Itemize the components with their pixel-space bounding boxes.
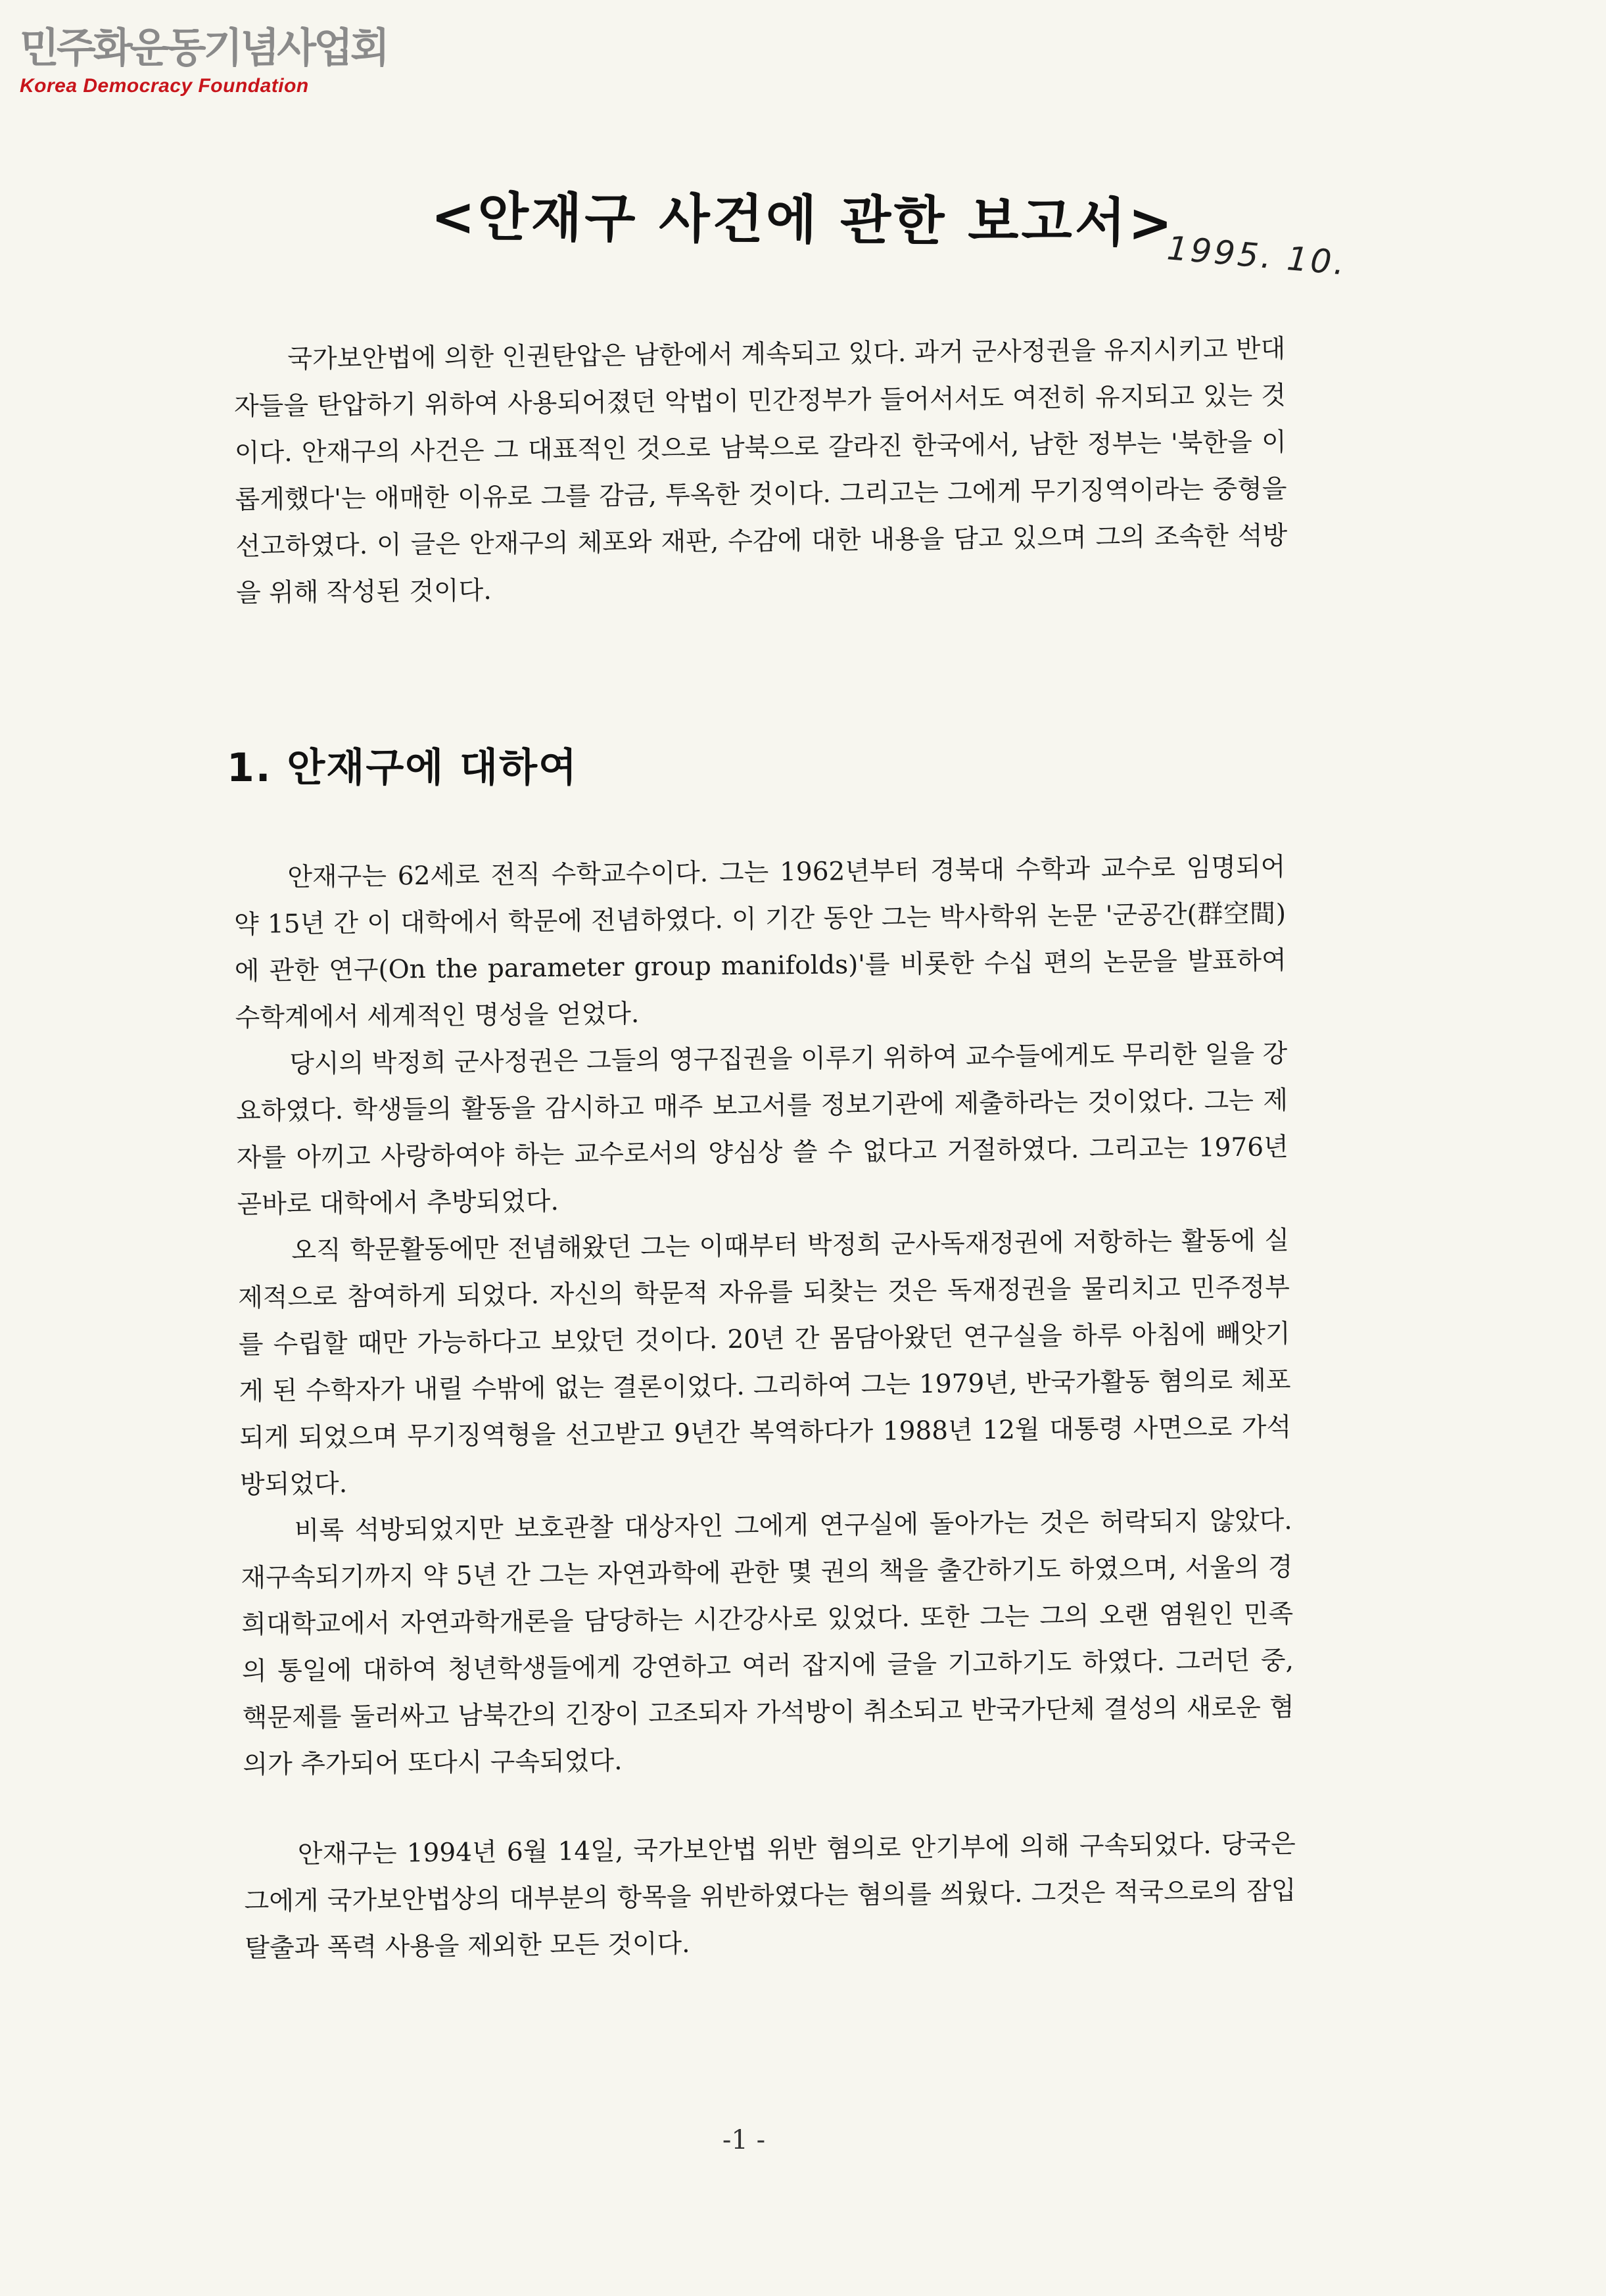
watermark-english: Korea Democracy Foundation <box>20 75 309 97</box>
page-number: -1 - <box>722 2125 766 2155</box>
intro-paragraph: 국가보안법에 의한 인권탄압은 남한에서 계속되고 있다. 과거 군사정권을 유지시키고 반대자들을 탄압하기 위하여 사용되어졌던 악법이 민간정부가 들어서서도 여전히 유지되고 있는 것이다. 안재구의 사건은 그 대표적인 것으로 남북으로 갈라진 한국에서, 남한 정부는 '북한을 이롭게했다'는 애매한 이유로 그를 감금, 투옥한 것이다. 그리고는 그에게 무기징역이라는 중형을 선고하였다. 이 글은 안재구의 체포와 재판, 수감에 대한 내용을 담고 있으며 그의 조속한 석방을 위해 작성된 것이다. <box>233 334 1288 608</box>
section-heading: 1. 안재구에 대하여 <box>227 745 579 791</box>
paragraph-3: 오직 학문활동에만 전념해왔던 그는 이때부터 박정희 군사독재정권에 저항하는 활동에 실제적으로 참여하게 되었다. 자신의 학문적 자유를 되찾는 것은 독재정권을 물리치고 민주정부를 수립할 때만 가능하다고 보았던 것이다. 20년 간 몸담아왔던 연구실을 하루 아침에 빼앗기게 된 수학자가 내릴 수밖에 없는 결론이었다. 그리하여 그는 1979년, 반국가활동 혐의로 체포되게 되었으며 무기징역형을 선고받고 9년간 복역하다가 1988년 12월 대통령 사면으로 가석방되었다. <box>237 1226 1292 1500</box>
paragraph-2: 당시의 박정희 군사정권은 그들의 영구집권을 이루기 위하여 교수들에게도 무리한 일을 강요하였다. 학생들의 활동을 감시하고 매주 보고서를 정보기관에 제출하라는 것이었다. 그는 제자를 아끼고 사랑하여야 하는 교수로서의 양심상 쓸 수 없다고 거절하였다. 그리고는 1976년 곧바로 대학에서 추방되었다. <box>235 1039 1288 1220</box>
section-body <box>233 844 1297 1972</box>
handwritten-date: 1995. 10. <box>1165 229 1349 283</box>
paragraph-1: 안재구는 62세로 전직 수학교수이다. 그는 1962년부터 경북대 수학과 교수로 임명되어 약 15년 간 이 대학에서 학문에 전념하였다. 이 기간 동안 그는 박사학위 논문 '군공간(群空間)에 관한 연구(On the parameter group manifolds)'를 비롯한 수십 편의 논문을 발표하여 수학계에서 세계적인 명성을 얻었다. <box>233 852 1287 1033</box>
document-title: <안재구 사건에 관한 보고서> <box>431 186 1175 254</box>
paragraph-4: 비록 석방되었지만 보호관찰 대상자인 그에게 연구실에 돌아가는 것은 허락되지 않았다. 재구속되기까지 약 5년 간 그는 자연과학에 관한 몇 권의 책을 출간하기도 하였으며, 서울의 경희대학교에서 자연과학개론을 담당하는 시간강사로 있었다. 또한 그는 그의 오랜 염원인 민족의 통일에 대하여 청년학생들에게 강연하고 여러 잡지에 글을 기고하기도 하였다. 그러던 중, 핵문제를 둘러싸고 남북간의 긴장이 고조되자 가석방이 취소되고 반국가단체 결성의 새로운 혐의가 추가되어 또다시 구속되었다. <box>241 1506 1294 1780</box>
watermark-korean: 민주화운동기념사업회 <box>20 24 387 72</box>
intro-block <box>233 325 1288 617</box>
paragraph-5: 안재구는 1994년 6월 14일, 국가보안법 위반 혐의로 안기부에 의해 구속되었다. 당국은 그에게 국가보안법상의 대부분의 항목을 위반하였다는 혐의를 씌웠다. 그것은 적국으로의 잠입 탈출과 폭력 사용을 제외한 모든 것이다. <box>244 1829 1296 1963</box>
watermark <box>20 25 387 99</box>
